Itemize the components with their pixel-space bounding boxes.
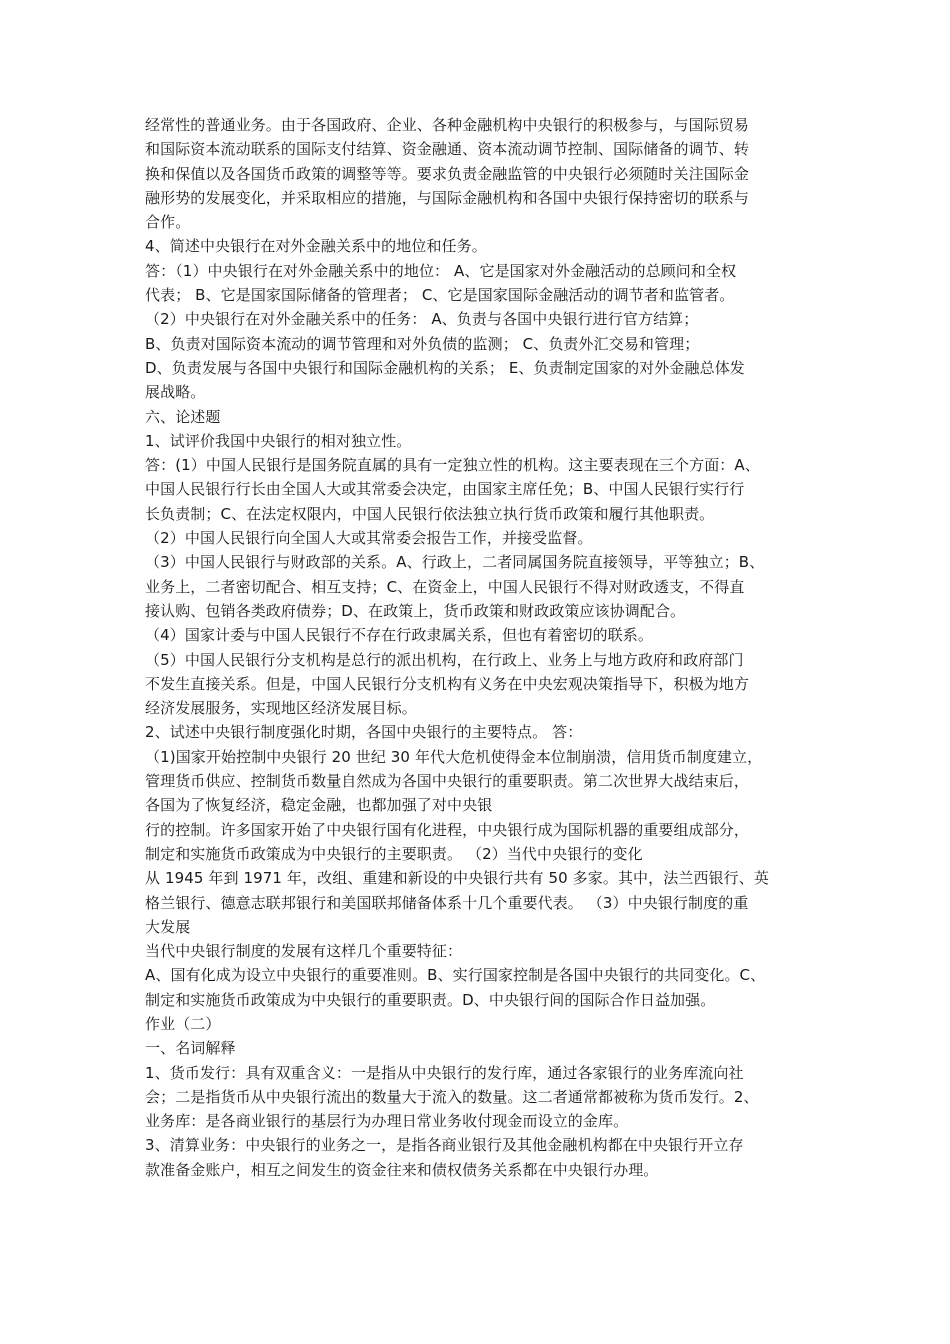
- text-line: 制定和实施货币政策成为中央银行的重要职责。D、中央银行间的国际合作日益加强。: [145, 990, 716, 1009]
- text-line: 展战略。: [145, 383, 206, 402]
- text-line: D、负责发展与各国中央银行和国际金融机构的关系； E、负责制定国家的对外金融总体发: [145, 358, 745, 377]
- text-line: 管理货币供应、控制货币数量自然成为各国中央银行的重要职责。第二次世界大战结束后，: [145, 772, 750, 791]
- text-line: （5）中国人民银行分支机构是总行的派出机构，在行政上、业务上与地方政府和政府部门: [145, 650, 744, 669]
- text-line: 格兰银行、德意志联邦银行和美国联邦储备体系十几个重要代表。 （3）中央银行制度的重: [145, 893, 749, 912]
- text-line: 融形势的发展变化，并采取相应的措施，与国际金融机构和各国中央银行保持密切的联系与: [145, 188, 750, 207]
- text-line: A、国有化成为设立中央银行的重要准则。B、实行国家控制是各国中央银行的共同变化。C、: [145, 966, 766, 985]
- text-line: 答：（1）中央银行在对外金融关系中的地位： A、它是国家对外金融活动的总顾问和全权: [145, 261, 737, 280]
- text-line: 作业（二）: [145, 1014, 221, 1033]
- text-line: 当代中央银行制度的发展有这样几个重要特征：: [145, 942, 463, 961]
- text-line: 和国际资本流动联系的国际支付结算、资金融通、资本流动调节控制、国际储备的调节、转: [145, 140, 750, 159]
- document-body: [145, 113, 810, 1182]
- text-line: 合作。: [145, 213, 191, 232]
- text-line: 4、简述中央银行在对外金融关系中的地位和任务。: [145, 237, 487, 256]
- text-line: B、负责对国际资本流动的调节管理和对外负债的监测； C、负责外汇交易和管理；: [145, 334, 700, 353]
- text-line: 经常性的普通业务。由于各国政府、企业、各种金融机构中央银行的积极参与，与国际贸易: [145, 116, 750, 134]
- text-line: 从 1945 年到 1971 年，改组、重建和新设的中央银行共有 50 多家。其中，法兰西银行、英: [145, 869, 769, 888]
- text-line: 经济发展服务，实现地区经济发展目标。: [145, 699, 417, 718]
- text-line: 大发展: [145, 917, 191, 936]
- text-line: （3）中国人民银行与财政部的关系。A、行政上，二者同属国务院直接领导，平等独立；B、: [145, 553, 765, 572]
- text-line: 会；二是指货币从中央银行流出的数量大于流入的数量。这二者通常都被称为货币发行。2、: [145, 1087, 759, 1106]
- text-line: 各国为了恢复经济，稳定金融，也都加强了对中央银: [145, 796, 493, 815]
- text-line: 业务上，二者密切配合、相互支持；C、在资金上，中国人民银行不得对财政透支，不得直: [145, 577, 745, 596]
- text-line: 代表； B、它是国家国际储备的管理者； C、它是国家国际金融活动的调节者和监管者。: [145, 286, 735, 305]
- text-line: 2、试述中央银行制度强化时期，各国中央银行的主要特点。 答：: [145, 723, 583, 742]
- text-line: 中国人民银行行长由全国人大或其常委会决定，由国家主席任免；B、中国人民银行实行行: [145, 480, 745, 499]
- text-line: 业务库：是各商业银行的基层行为办理日常业务收付现金而设立的金库。: [145, 1112, 629, 1131]
- text-line: 不发生直接关系。但是，中国人民银行分支机构有义务在中央宏观决策指导下，积极为地方: [145, 674, 750, 693]
- text-line: （2）中国人民银行向全国人大或其常委会报告工作，并接受监督。: [145, 529, 593, 548]
- text-line: 六、论述题: [145, 407, 221, 426]
- text-line: 1、货币发行：具有双重含义：一是指从中央银行的发行库，通过各家银行的业务库流向社: [145, 1063, 744, 1082]
- text-line: 1、试评价我国中央银行的相对独立性。: [145, 431, 412, 450]
- text-line: 答：(1）中国人民银行是国务院直属的具有一定独立性的机构。这主要表现在三个方面：A、: [145, 456, 760, 475]
- text-line: 制定和实施货币政策成为中央银行的主要职责。 （2）当代中央银行的变化: [145, 844, 643, 863]
- text-line: （4）国家计委与中国人民银行不存在行政隶属关系，但也有着密切的联系。: [145, 626, 653, 645]
- text-line: 换和保值以及各国货币政策的调整等等。要求负责金融监管的中央银行必须随时关注国际金: [145, 164, 750, 183]
- text-line: 3、清算业务：中央银行的业务之一，是指各商业银行及其他金融机构都在中央银行开立存: [145, 1136, 744, 1155]
- text-line: 行的控制。许多国家开始了中央银行国有化进程，中央银行成为国际机器的重要组成部分，: [145, 820, 750, 839]
- text-line: 一、名词解释: [145, 1039, 236, 1058]
- text-line: 接认购、包销各类政府债券；D、在政策上，货币政策和财政政策应该协调配合。: [145, 601, 686, 620]
- text-line: 长负责制；C、在法定权限内，中国人民银行依法独立执行货币政策和履行其他职责。: [145, 504, 715, 523]
- text-line: （2）中央银行在对外金融关系中的任务： A、负责与各国中央银行进行官方结算；: [145, 310, 699, 329]
- text-line: 款准备金账户，相互之间发生的资金往来和债权债务关系都在中央银行办理。: [145, 1160, 659, 1179]
- text-line: （1)国家开始控制中央银行 20 世纪 30 年代大危机使得金本位制崩溃，信用货币制度建立，: [145, 747, 763, 766]
